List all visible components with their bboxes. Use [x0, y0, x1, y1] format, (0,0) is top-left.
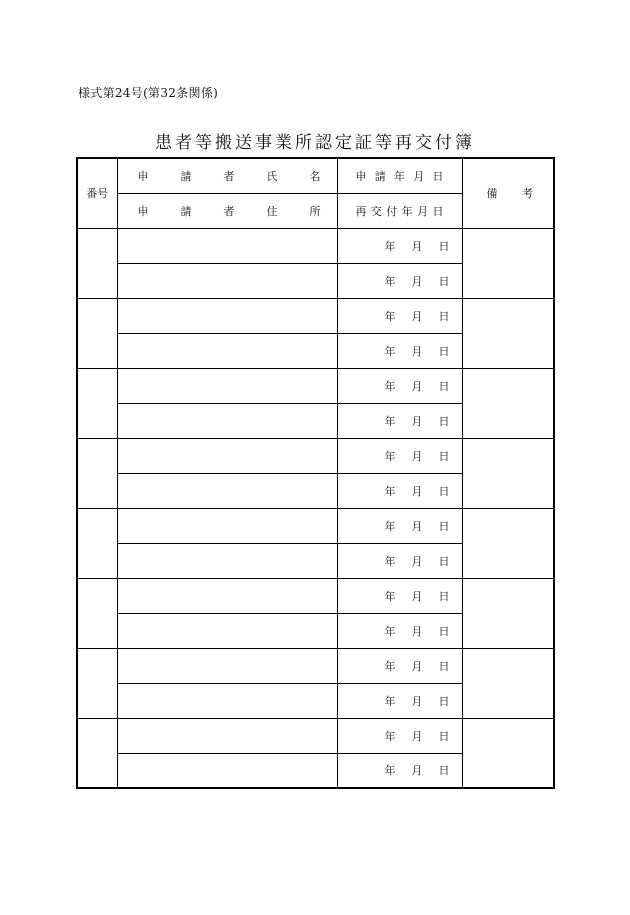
applicant-address-cell[interactable]: [117, 263, 337, 298]
table-row: [77, 508, 554, 543]
header-applicant-address: 申 請 者 住 所: [117, 193, 337, 228]
document-title: 患者等搬送事業所認定証等再交付簿: [155, 133, 475, 153]
applicant-address-cell[interactable]: [117, 473, 337, 508]
remarks-cell[interactable]: [462, 228, 554, 298]
remarks-cell[interactable]: [462, 438, 554, 508]
remarks-cell[interactable]: [462, 578, 554, 648]
application-date-cell[interactable]: 年 月 日: [337, 368, 462, 403]
table-row: [77, 578, 554, 613]
applicant-address-cell[interactable]: [117, 613, 337, 648]
header-application-date: 申 請 年 月 日: [337, 158, 462, 193]
reissue-register-table: [76, 157, 555, 789]
reissue-date-cell[interactable]: 年 月 日: [337, 333, 462, 368]
table-row: [77, 228, 554, 263]
table-row: [77, 438, 554, 473]
record-number-cell[interactable]: [77, 718, 117, 788]
application-date-cell[interactable]: 年 月 日: [337, 228, 462, 263]
application-date-cell[interactable]: 年 月 日: [337, 578, 462, 613]
record-number-cell[interactable]: [77, 438, 117, 508]
reissue-date-cell[interactable]: 年 月 日: [337, 543, 462, 578]
applicant-address-cell[interactable]: [117, 403, 337, 438]
remarks-cell[interactable]: [462, 368, 554, 438]
applicant-address-cell[interactable]: [117, 543, 337, 578]
table-row: [77, 718, 554, 753]
reissue-date-cell[interactable]: 年 月 日: [337, 403, 462, 438]
reissue-date-cell[interactable]: 年 月 日: [337, 263, 462, 298]
header-applicant-name: 申 請 者 氏 名: [117, 158, 337, 193]
application-date-cell[interactable]: 年 月 日: [337, 508, 462, 543]
applicant-name-cell[interactable]: [117, 578, 337, 613]
applicant-name-cell[interactable]: [117, 508, 337, 543]
applicant-name-cell[interactable]: [117, 368, 337, 403]
applicant-name-cell[interactable]: [117, 228, 337, 263]
record-number-cell[interactable]: [77, 508, 117, 578]
applicant-name-cell[interactable]: [117, 648, 337, 683]
reissue-date-cell[interactable]: 年 月 日: [337, 753, 462, 788]
applicant-name-cell[interactable]: [117, 298, 337, 333]
applicant-name-cell[interactable]: [117, 718, 337, 753]
header-reissue-date: 再 交 付 年 月 日: [337, 193, 462, 228]
reissue-date-cell[interactable]: 年 月 日: [337, 613, 462, 648]
reissue-date-cell[interactable]: 年 月 日: [337, 473, 462, 508]
remarks-cell[interactable]: [462, 718, 554, 788]
record-number-cell[interactable]: [77, 298, 117, 368]
remarks-cell[interactable]: [462, 298, 554, 368]
header-number: 番号: [77, 158, 117, 228]
applicant-address-cell[interactable]: [117, 333, 337, 368]
record-number-cell[interactable]: [77, 368, 117, 438]
form-number: 様式第24号(第32条関係): [78, 86, 219, 100]
reissue-date-cell[interactable]: 年 月 日: [337, 683, 462, 718]
application-date-cell[interactable]: 年 月 日: [337, 648, 462, 683]
table-row: [77, 298, 554, 333]
header-row-1: [77, 158, 554, 193]
remarks-cell[interactable]: [462, 508, 554, 578]
application-date-cell[interactable]: 年 月 日: [337, 298, 462, 333]
table-row: [77, 368, 554, 403]
application-date-cell[interactable]: 年 月 日: [337, 718, 462, 753]
header-remarks: 備 考: [462, 158, 554, 228]
application-date-cell[interactable]: 年 月 日: [337, 438, 462, 473]
applicant-address-cell[interactable]: [117, 753, 337, 788]
record-number-cell[interactable]: [77, 578, 117, 648]
remarks-cell[interactable]: [462, 648, 554, 718]
record-number-cell[interactable]: [77, 648, 117, 718]
record-number-cell[interactable]: [77, 228, 117, 298]
table-row: [77, 648, 554, 683]
applicant-address-cell[interactable]: [117, 683, 337, 718]
applicant-name-cell[interactable]: [117, 438, 337, 473]
